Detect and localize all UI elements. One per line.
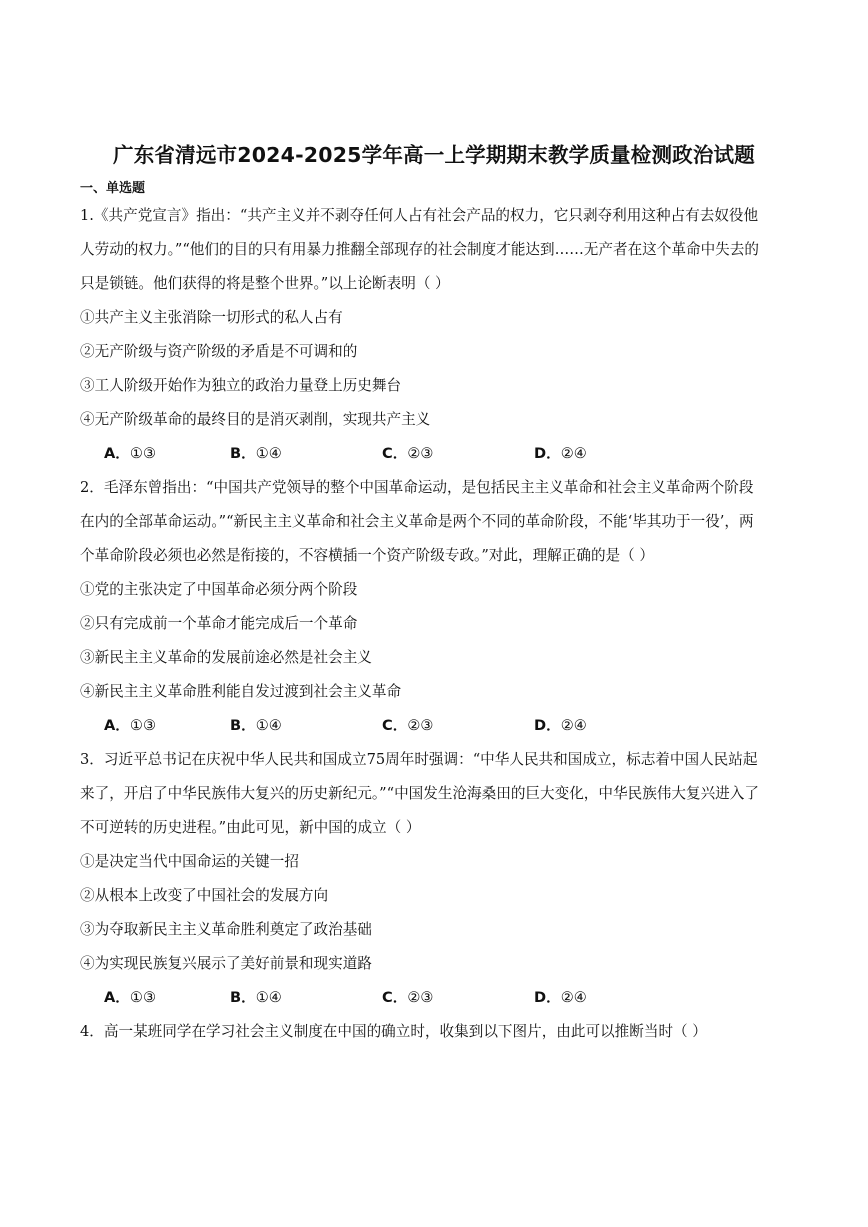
q3-option-2: ②从根本上改变了中国社会的发展方向 <box>80 887 329 904</box>
q2-choice-b[interactable]: B．①④ <box>230 717 282 734</box>
q2-stem-line-1: 2．毛泽东曾指出：“中国共产党领导的整个中国革命运动，是包括民主主义革命和社会主义革命两个阶段 <box>80 479 754 496</box>
q2-option-2: ②只有完成前一个革命才能完成后一个革命 <box>80 615 358 632</box>
q3-stem-line-1: 3．习近平总书记在庆祝中华人民共和国成立75周年时强调：“中华人民共和国成立，标志着中国人民站起 <box>80 751 758 768</box>
section-heading: 一、单选题 <box>80 181 146 196</box>
page-title: 广东省清远市2024-2025学年高一上学期期末教学质量检测政治试题 <box>113 143 755 167</box>
q2-option-4: ④新民主主义革命胜利能自发过渡到社会主义革命 <box>80 683 402 700</box>
q2-choice-d[interactable]: D．②④ <box>534 717 587 734</box>
q2-stem-line-2: 在内的全部革命运动。”“新民主主义革命和社会主义革命是两个不同的革命阶段，不能‘毕其功于一役’，两 <box>80 513 754 530</box>
q3-option-1: ①是决定当代中国命运的关键一招 <box>80 853 299 870</box>
q3-choice-b[interactable]: B．①④ <box>230 989 282 1006</box>
q1-choice-b[interactable]: B．①④ <box>230 445 282 462</box>
q1-stem-line-1: 1.《共产党宣言》指出：“共产主义并不剥夺任何人占有社会产品的权力，它只剥夺利用这种占有去奴役他 <box>80 207 759 224</box>
q3-option-4: ④为实现民族复兴展示了美好前景和现实道路 <box>80 955 372 972</box>
q1-option-1: ①共产主义主张消除一切形式的私人占有 <box>80 309 343 326</box>
q2-choice-c[interactable]: C．②③ <box>382 717 434 734</box>
q1-choice-c[interactable]: C．②③ <box>382 445 434 462</box>
q1-option-4: ④无产阶级革命的最终目的是消灭剥削，实现共产主义 <box>80 411 431 428</box>
q4-stem-line-1: 4．高一某班同学在学习社会主义制度在中国的确立时，收集到以下图片，由此可以推断当时（ ） <box>80 1023 707 1040</box>
q2-stem-line-3: 个革命阶段必须也必然是衔接的，不容横插一个资产阶级专政。”对此，理解正确的是（ ） <box>80 547 654 564</box>
q3-choice-d[interactable]: D．②④ <box>534 989 587 1006</box>
q2-option-3: ③新民主主义革命的发展前途必然是社会主义 <box>80 649 372 666</box>
q3-stem-line-2: 来了，开启了中华民族伟大复兴的历史新纪元。”“中国发生沧海桑田的巨大变化，中华民族伟大复兴进入了 <box>80 785 759 802</box>
q1-stem-line-3: 只是锁链。他们获得的将是整个世界。”以上论断表明（ ） <box>80 275 450 292</box>
q2-option-1: ①党的主张决定了中国革命必须分两个阶段 <box>80 581 358 598</box>
q2-choice-a[interactable]: A．①③ <box>104 717 157 734</box>
q3-option-3: ③为夺取新民主主义革命胜利奠定了政治基础 <box>80 921 372 938</box>
q3-choice-a[interactable]: A．①③ <box>104 989 157 1006</box>
q1-option-2: ②无产阶级与资产阶级的矛盾是不可调和的 <box>80 343 358 360</box>
q3-stem-line-3: 不可逆转的历史进程。”由此可见，新中国的成立（ ） <box>80 819 421 836</box>
q1-stem-line-2: 人劳动的权力。”“他们的目的只有用暴力推翻全部现存的社会制度才能达到……无产者在这个革命中失去的 <box>80 241 759 258</box>
q1-choice-d[interactable]: D．②④ <box>534 445 587 462</box>
q1-choice-a[interactable]: A．①③ <box>104 445 157 462</box>
q1-option-3: ③工人阶级开始作为独立的政治力量登上历史舞台 <box>80 377 402 394</box>
q3-choice-c[interactable]: C．②③ <box>382 989 434 1006</box>
